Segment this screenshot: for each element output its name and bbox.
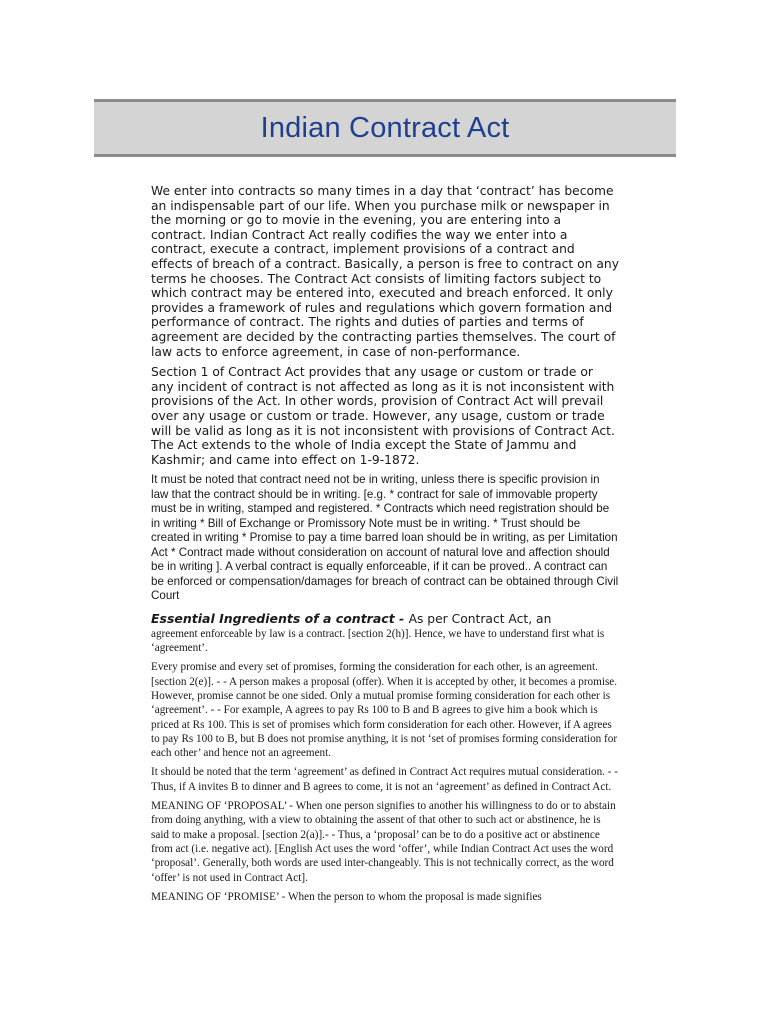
paragraph-promise-set: Every promise and every set of promises, forming the consideration for each other, is an agreement. [section 2(e)]. - - A person makes a proposal (offer). When it is accepted by other, it becomes a promise. However, promise cannot be one sided. Only a mutual promise forming consideration for each other is ‘agreement’. - - For example, A agrees to pay Rs 100 to B and B agrees to give him a book which is priced at Rs 100. This is set of promises which form consideration for each other. However, if A agrees to pay Rs 100 to B, but B does not promise anything, it is not ‘set of promises forming consideration for each other’ and hence not an agreement. bbox=[151, 661, 618, 760]
document-body bbox=[151, 184, 619, 909]
paragraph-intro: We enter into contracts so many times in a day that ‘contract’ has become an indispensable part of our life. When you purchase milk or newspaper in the morning or go to movie in the evening, you are entering into a contract. Indian Contract Act really codifies the way we enter into a contract, execute a contract, implement provisions of a contract and effects of breach of a contract. Basically, a person is free to contract on any terms he chooses. The Contract Act consists of limiting factors subject to which contract may be entered into, executed and breach enforced. It only provides a framework of rules and regulations which govern formation and performance of contract. The rights and duties of parties and terms of agreement are decided by the contracting parties themselves. The court of law acts to enforce agreement, in case of non-performance. bbox=[151, 184, 619, 359]
essential-lead-text: As per Contract Act, an bbox=[408, 611, 552, 626]
essential-ingredients-line bbox=[151, 608, 619, 627]
paragraph-proposal: MEANING OF ‘PROPOSAL’ - When one person signifies to another his willingness to do or to abstain from doing anything, with a view to obtaining the assent of that other to such act or abstinence, he is said to make a proposal. [section 2(a)].- - Thus, a ‘proposal’ can be to do a positive act or abstinence from act (i.e. negative act). [English Act uses the word ‘offer’, while Indian Contract Act uses the word ‘proposal’. Generally, both words are used inter-changeably. This is not technically correct, as the word ‘offer’ is not used in Contract Act]. bbox=[151, 800, 616, 884]
section-heading-essential: Essential Ingredients of a contract - bbox=[151, 610, 409, 626]
paragraph-section-1: Section 1 of Contract Act provides that any usage or custom or trade or any incident of contract is not affected as long as it is not inconsistent with provisions of the Act. In other words, provision of Contract Act will prevail over any usage or custom or trade. However, any usage, custom or trade will be valid as long as it is not inconsistent with provisions of Contract Act. The Act extends to the whole of India except the State of Jammu and Kashmir; and came into effect on 1-9-1872. bbox=[151, 365, 615, 467]
paragraph-writing: It must be noted that contract need not be in writing, unless there is specific provision in law that the contract should be in writing. [e.g. * contract for sale of immovable property must be in writing, stamped and registered. * Contracts which need registration should be in writing * Bill of Exchange or Promissory Note must be in writing. * Trust should be created in writing * Promise to pay a time barred loan should be in writing, as per Limitation Act * Contract made without consideration on account of natural love and affection should be in writing ]. A verbal contract is equally enforceable, if it can be proved.. A contract can be enforced or compensation/damages for breach of contract can be obtained through Civil Court bbox=[151, 473, 619, 603]
page-title: Indian Contract Act bbox=[260, 111, 510, 144]
title-banner bbox=[94, 99, 676, 157]
paragraph-promise-meaning: MEANING OF ‘PROMISE’ - When the person to whom the proposal is made signifies bbox=[151, 890, 542, 903]
paragraph-essential-rest: agreement enforceable by law is a contract. [section 2(h)]. Hence, we have to understand first what is ‘agreement’. bbox=[151, 627, 605, 655]
paragraph-mutual: It should be noted that the term ‘agreement’ as defined in Contract Act requires mutual consideration. - - Thus, if A invites B to dinner and B agrees to come, it is not an ‘agreement’ as defined in Contract Act. bbox=[151, 766, 619, 793]
